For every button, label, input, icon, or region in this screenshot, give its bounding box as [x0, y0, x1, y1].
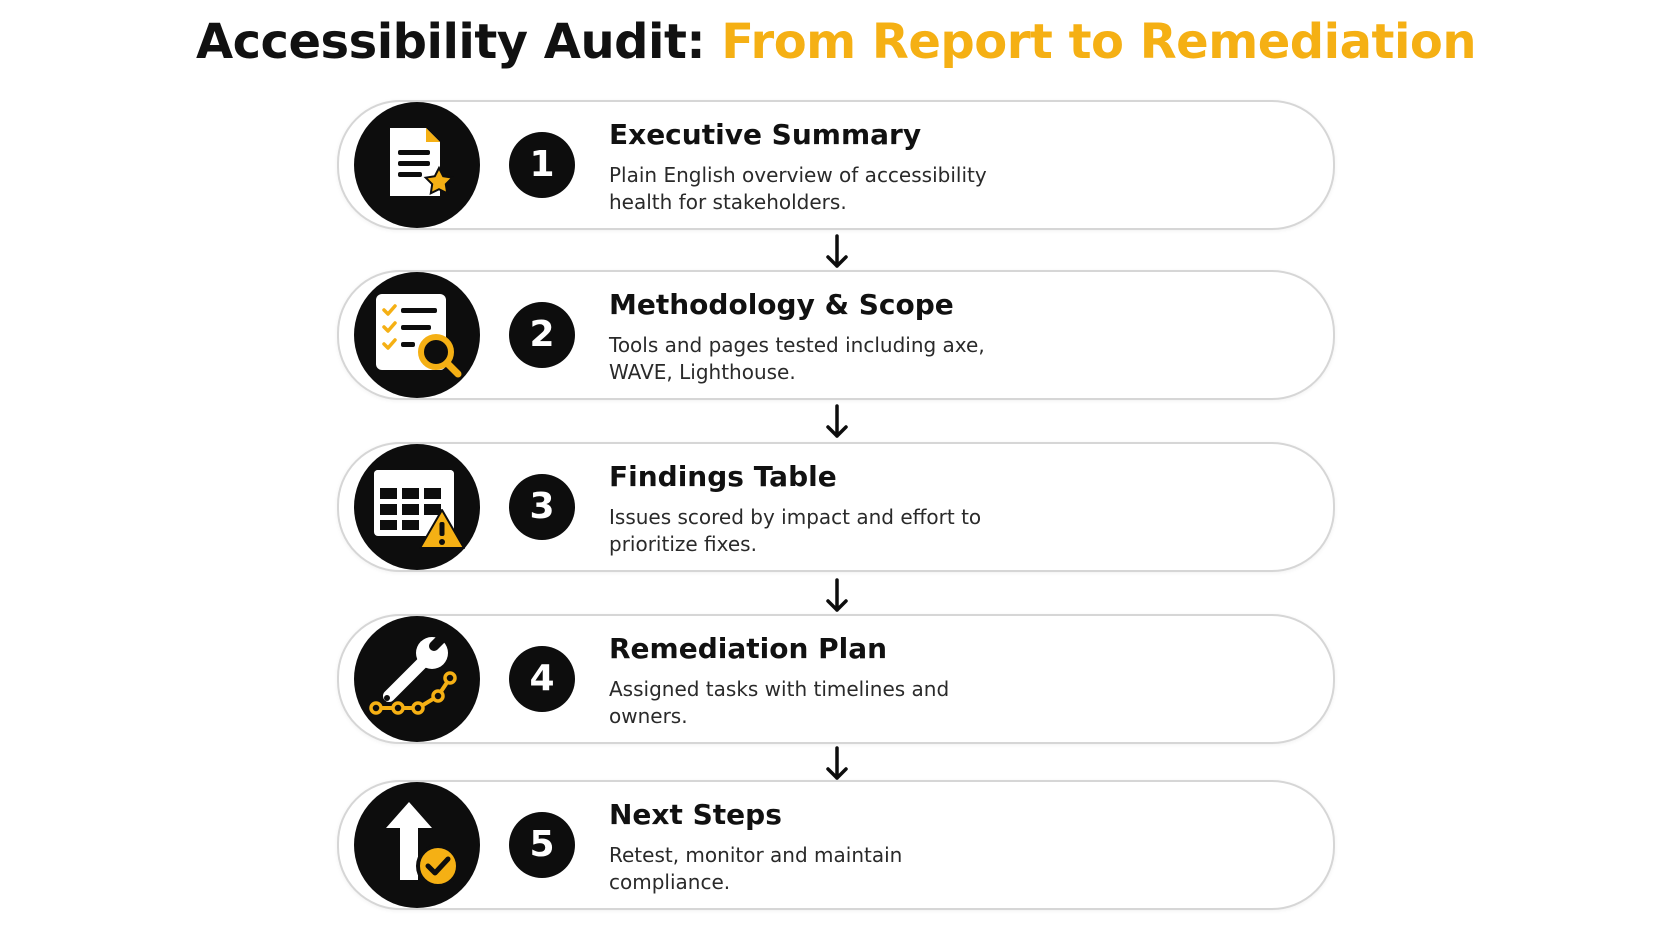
table-warning-icon: [354, 444, 480, 570]
step-4: [337, 614, 1335, 744]
down-arrow-icon: [825, 578, 849, 614]
step-number: 4: [509, 646, 575, 712]
step-title: Executive Summary: [609, 118, 922, 151]
step-number: 3: [509, 474, 575, 540]
step-title: Findings Table: [609, 460, 837, 493]
down-arrow-icon: [825, 234, 849, 270]
title-main: Accessibility Audit:: [195, 14, 706, 70]
wrench-timeline-icon: [354, 616, 480, 742]
step-number: 5: [509, 812, 575, 878]
step-description: Tools and pages tested including axe, WAVE, Lighthouse.: [609, 333, 985, 384]
step-number: 1: [509, 132, 575, 198]
step-number: 2: [509, 302, 575, 368]
step-title: Next Steps: [609, 798, 782, 831]
title-highlight: From Report to Remediation: [721, 14, 1477, 70]
checklist-magnifier-icon: [354, 272, 480, 398]
down-arrow-icon: [825, 746, 849, 782]
step-description: Issues scored by impact and effort to prioritize fixes.: [609, 505, 982, 556]
arrow-up-check-icon: [354, 782, 480, 908]
step-3: [337, 442, 1335, 572]
step-1: [337, 100, 1335, 230]
step-title: Remediation Plan: [609, 632, 888, 665]
step-5: [337, 780, 1335, 910]
step-description: Plain English overview of accessibility health for stakeholders.: [609, 163, 987, 214]
document-star-icon: [354, 102, 480, 228]
down-arrow-icon: [825, 404, 849, 440]
step-2: [337, 270, 1335, 400]
step-description: Retest, monitor and maintain compliance.: [609, 843, 903, 894]
step-title: Methodology & Scope: [609, 288, 954, 321]
step-description: Assigned tasks with timelines and owners.: [609, 677, 950, 728]
